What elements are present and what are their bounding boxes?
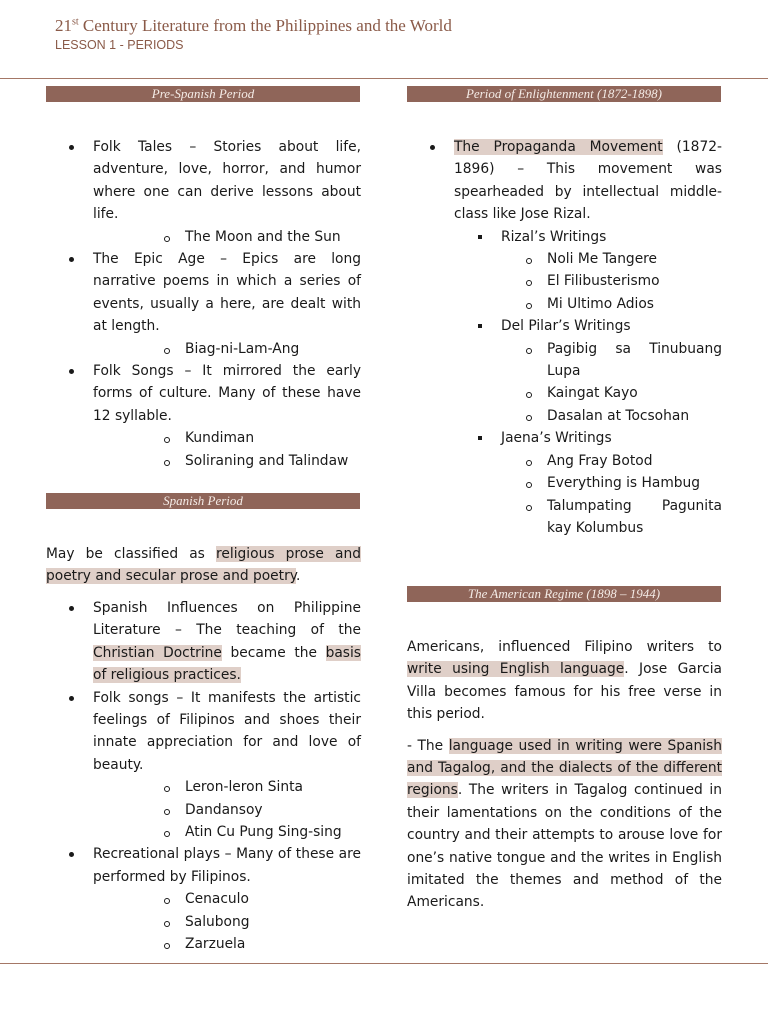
item-text: (1872-1896) – This movement was spearheaded by intellectual middle-class like Jose Rizal. [454, 139, 722, 223]
para-text: . Jose Garcia Villa becomes famous for his free verse in this period. [407, 661, 723, 723]
work-item: Dasalan at Tocsohan [407, 405, 722, 427]
list-subitem: Zarzuela [46, 933, 361, 955]
list-subitem: Cenaculo [46, 888, 361, 910]
work-item: Everything is Hambug [407, 472, 722, 494]
footer-divider [0, 963, 768, 964]
list-item: Folk Songs – It mirrored the early forms of culture. Many of these have 12 syllable. [46, 360, 361, 427]
list-subitem: Salubong [46, 911, 361, 933]
list-item [46, 597, 361, 687]
list-item [407, 136, 722, 226]
work-item: Ang Fray Botod [407, 450, 722, 472]
paragraph [407, 636, 722, 726]
highlight: basis of religious practices. [93, 644, 362, 684]
para-text: Americans, influenced Filipino writers to [407, 639, 722, 655]
list-subitem: Leron-leron Sinta [46, 776, 361, 798]
list-subitem: Dandansoy [46, 799, 361, 821]
work-item: El Filibusterismo [407, 270, 722, 292]
lesson-subtitle: LESSON 1 - PERIODS [55, 38, 184, 52]
list-subitem: Soliraning and Talindaw [46, 450, 361, 472]
para-text: . The writers in Tagalog continued in their lamentations on the conditions of the country and their attempts to arouse love for one’s native tongue and the writes in English imitated the themes and method of the Americans. [407, 782, 722, 911]
highlight: The Propaganda Movement [454, 139, 663, 155]
para-text: - The [407, 737, 449, 754]
list-item: Folk songs – It manifests the artistic feelings of Filipinos and shoes their innate appreciation for and love of beauty. [46, 687, 361, 777]
pre-spanish-list [46, 136, 361, 472]
list-subitem: The Moon and the Sun [46, 226, 361, 248]
list-subitem: Jaena’s Writings [407, 427, 722, 449]
title-number: 21 [55, 16, 72, 35]
highlight: religious prose and poetry and secular prose and poetry [46, 546, 361, 585]
list-subitem: Atin Cu Pung Sing-sing [46, 821, 361, 843]
list-subitem: Kundiman [46, 427, 361, 449]
list-subitem: Del Pilar’s Writings [407, 315, 722, 337]
highlight: write using English language [407, 661, 625, 678]
header-divider [0, 78, 768, 79]
list-item: Recreational plays – Many of these are performed by Filipinos. [46, 843, 361, 888]
item-text: became the [221, 644, 326, 661]
work-item: Kaingat Kayo [407, 382, 722, 404]
list-subitem: Rizal’s Writings [407, 226, 722, 248]
spanish-intro [46, 543, 361, 588]
list-item: The Epic Age – Epics are long narrative poems in which a series of events, usually a here, are dealt with at length. [46, 248, 361, 338]
highlight: Christian Doctrine [93, 644, 222, 661]
list-item: Folk Tales – Stories about life, adventure, love, horror, and humor where one can derive lessons about life. [46, 136, 361, 226]
highlight: language used in writing were Spanish and Tagalog, and the dialects of the different regions [407, 737, 722, 799]
work-item: Talumpating Pagunita kay Kolumbus [407, 495, 722, 540]
american-text [407, 636, 722, 914]
pre-spanish-heading: Pre-Spanish Period [46, 86, 360, 102]
intro-text: May be classified as [46, 546, 217, 562]
enlightenment-heading: Period of Enlightenment (1872-1898) [407, 86, 721, 102]
paragraph [407, 735, 722, 914]
title-text: Century Literature from the Philippines and the World [78, 16, 452, 35]
spanish-list [46, 597, 361, 956]
item-text: Spanish Influences on Philippine Literature – The teaching of the [93, 600, 361, 639]
american-heading: The American Regime (1898 – 1944) [407, 586, 721, 602]
document-title [55, 16, 452, 36]
work-item: Mi Ultimo Adios [407, 293, 722, 315]
title-superscript: st [72, 16, 79, 28]
enlightenment-list [407, 136, 722, 539]
spanish-heading: Spanish Period [46, 493, 360, 509]
work-item: Pagibig sa Tinubuang Lupa [407, 338, 722, 383]
intro-end: . [295, 568, 301, 585]
list-subitem: Biag-ni-Lam-Ang [46, 338, 361, 360]
work-item: Noli Me Tangere [407, 248, 722, 270]
